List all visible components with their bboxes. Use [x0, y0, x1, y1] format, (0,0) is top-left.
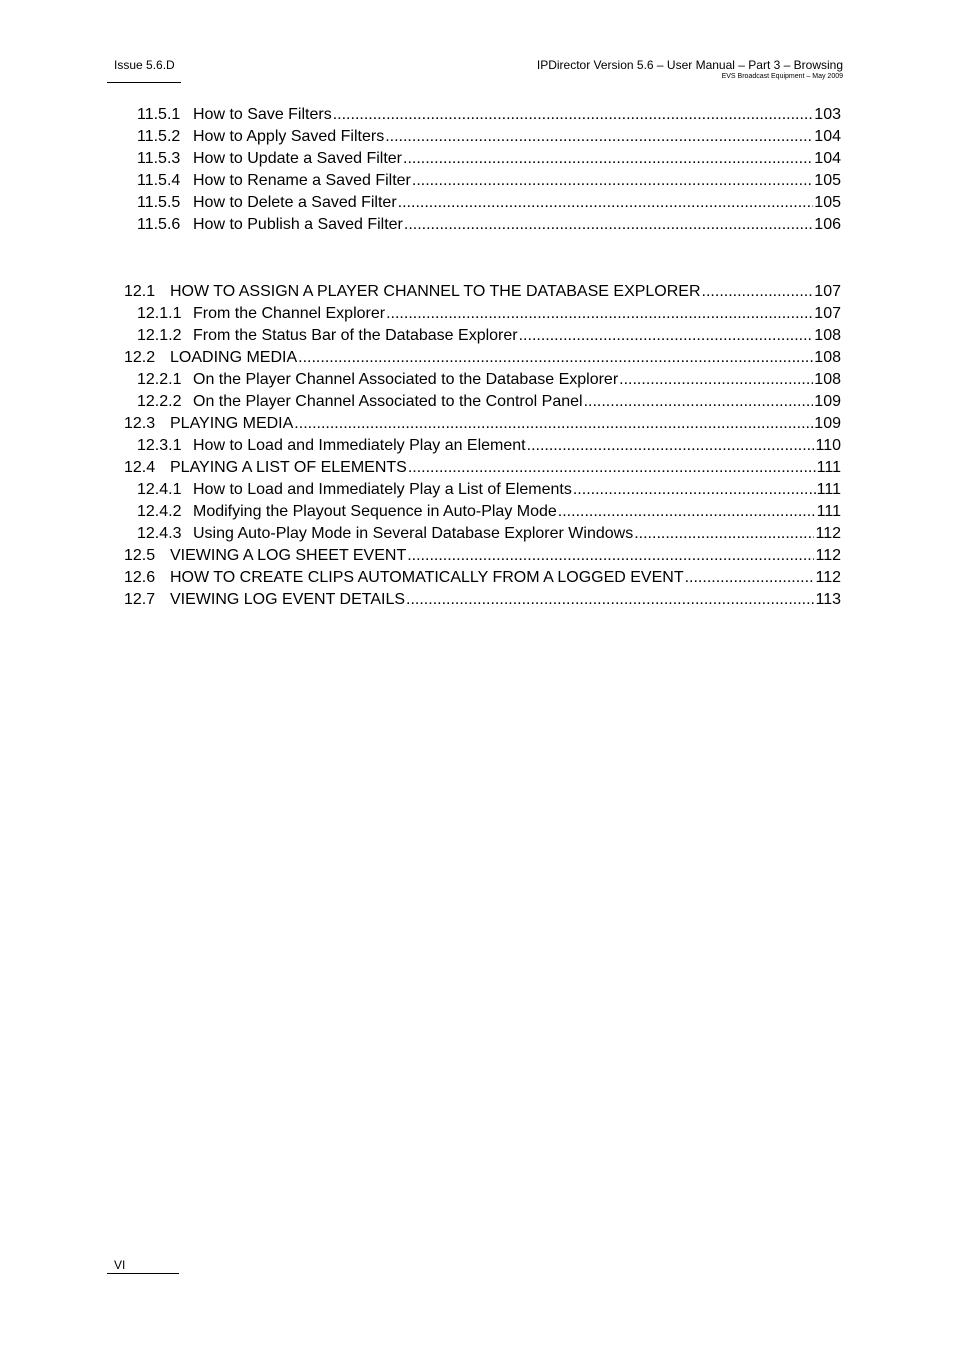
- toc-entry-number: 12.1.2: [137, 327, 182, 344]
- toc-entry-title: From the Channel Explorer: [193, 305, 386, 322]
- toc-entry-title: On the Player Channel Associated to the Control Panel: [193, 393, 583, 410]
- toc-leader-dots: [403, 148, 813, 170]
- toc-entry-number: 12.1: [124, 283, 156, 300]
- toc-entry-page: 113: [815, 591, 841, 608]
- toc-entry-page: 105: [814, 194, 841, 211]
- toc-entry-title: VIEWING A LOG SHEET EVENT: [170, 547, 407, 564]
- toc-entry-page: 107: [814, 305, 841, 322]
- toc-entry[interactable]: [124, 545, 841, 567]
- toc-entry-title: How to Rename a Saved Filter: [193, 172, 411, 189]
- toc-entry[interactable]: [124, 479, 841, 501]
- toc-leader-dots: [519, 325, 814, 347]
- toc-entry-title: Modifying the Playout Sequence in Auto-Play Mode: [193, 503, 557, 520]
- toc-entry[interactable]: [124, 523, 841, 545]
- toc-entry-number: 11.5.4: [137, 172, 181, 189]
- toc-entry[interactable]: [124, 148, 841, 170]
- toc-entry[interactable]: [124, 567, 841, 589]
- footer-rule: [107, 1273, 179, 1274]
- toc-section-12: [124, 281, 841, 611]
- toc-entry-page: 105: [814, 172, 841, 189]
- issue-label: Issue 5.6.D: [114, 58, 175, 72]
- toc-leader-dots: [333, 104, 814, 126]
- header-rule: [107, 82, 181, 83]
- toc-leader-dots: [404, 214, 813, 236]
- toc-entry-number: 12.2: [124, 349, 156, 366]
- toc-entry[interactable]: [124, 391, 841, 413]
- toc-entry-page: 104: [814, 150, 841, 167]
- toc-leader-dots: [385, 126, 813, 148]
- toc-leader-dots: [398, 192, 814, 214]
- toc-entry-title: HOW TO CREATE CLIPS AUTOMATICALLY FROM A LOGGED EVENT: [170, 569, 684, 586]
- toc-entry-number: 11.5.1: [137, 106, 181, 123]
- toc-leader-dots: [408, 457, 816, 479]
- toc-entry[interactable]: [124, 303, 841, 325]
- toc-leader-dots: [634, 523, 814, 545]
- toc-entry-page: 112: [815, 547, 841, 564]
- toc-entry-page: 106: [814, 216, 841, 233]
- document-title-block: [537, 58, 843, 82]
- toc-entry[interactable]: [124, 104, 841, 126]
- toc-entry-title: How to Publish a Saved Filter: [193, 216, 403, 233]
- toc-entry-page: 107: [814, 283, 841, 300]
- toc-entry-number: 12.4.2: [137, 503, 182, 520]
- toc-entry-title: How to Delete a Saved Filter: [193, 194, 397, 211]
- toc-entry-title: How to Update a Saved Filter: [193, 150, 402, 167]
- toc-entry-page: 108: [814, 349, 841, 366]
- toc-entry-title: PLAYING MEDIA: [170, 415, 294, 432]
- toc-entry-title: How to Load and Immediately Play an Element: [193, 437, 526, 454]
- toc-entry[interactable]: [124, 413, 841, 435]
- toc-entry[interactable]: [124, 214, 841, 236]
- toc-entry-number: 11.5.3: [137, 150, 181, 167]
- page-number: VI: [114, 1258, 126, 1272]
- toc-entry-page: 111: [816, 503, 841, 520]
- toc-entry[interactable]: [124, 170, 841, 192]
- toc-entry-title: VIEWING LOG EVENT DETAILS: [170, 591, 406, 608]
- toc-entry-number: 12.4: [124, 459, 156, 476]
- toc-entry-page: 103: [814, 106, 841, 123]
- toc-entry-number: 12.2.2: [137, 393, 182, 410]
- toc-entry-number: 12.2.1: [137, 371, 182, 388]
- toc-leader-dots: [584, 391, 814, 413]
- toc-leader-dots: [558, 501, 816, 523]
- toc-leader-dots: [573, 479, 816, 501]
- toc-entry-number: 11.5.6: [137, 216, 181, 233]
- toc-entry[interactable]: [124, 457, 841, 479]
- toc-entry-page: 108: [814, 371, 841, 388]
- toc-entry-number: 12.4.1: [137, 481, 182, 498]
- toc-entry[interactable]: [124, 435, 841, 457]
- toc-leader-dots: [412, 170, 813, 192]
- toc-entry[interactable]: [124, 281, 841, 303]
- toc-leader-dots: [685, 567, 815, 589]
- toc-entry-title: How to Load and Immediately Play a List of Elements: [193, 481, 572, 498]
- toc-leader-dots: [527, 435, 815, 457]
- toc-entry[interactable]: [124, 126, 841, 148]
- toc-entry-title: HOW TO ASSIGN A PLAYER CHANNEL TO THE DATABASE EXPLORER: [170, 283, 701, 300]
- toc-entry-number: 12.1.1: [137, 305, 182, 322]
- toc-entry-title: LOADING MEDIA: [170, 349, 298, 366]
- toc-entry-page: 109: [814, 415, 841, 432]
- toc-leader-dots: [702, 281, 814, 303]
- document-subtitle: EVS Broadcast Equipment – May 2009: [721, 73, 843, 80]
- toc-entry-page: 108: [814, 327, 841, 344]
- toc-entry-number: 12.4.3: [137, 525, 182, 542]
- toc-entry-number: 12.3.1: [137, 437, 182, 454]
- toc-entry-number: 12.3: [124, 415, 156, 432]
- toc-entry-number: 11.5.2: [137, 128, 181, 145]
- toc-leader-dots: [406, 589, 814, 611]
- toc-entry-number: 11.5.5: [137, 194, 181, 211]
- toc-entry[interactable]: [124, 369, 841, 391]
- toc-entry-number: 12.7: [124, 591, 156, 608]
- toc-entry[interactable]: [124, 347, 841, 369]
- toc-entry-page: 104: [814, 128, 841, 145]
- toc-entry-page: 111: [816, 459, 841, 476]
- toc-entry-page: 110: [815, 437, 841, 454]
- toc-entry-page: 109: [814, 393, 841, 410]
- toc-leader-dots: [386, 303, 813, 325]
- toc-leader-dots: [619, 369, 813, 391]
- toc-leader-dots: [298, 347, 813, 369]
- toc-entry-page: 112: [815, 525, 841, 542]
- toc-entry[interactable]: [124, 325, 841, 347]
- toc-entry-number: 12.6: [124, 569, 156, 586]
- toc-section-11: [124, 104, 841, 236]
- toc-entry[interactable]: [124, 192, 841, 214]
- toc-entry-page: 111: [816, 481, 841, 498]
- toc-entry-title: Using Auto-Play Mode in Several Database Explorer Windows: [193, 525, 634, 542]
- toc-entry-title: On the Player Channel Associated to the Database Explorer: [193, 371, 619, 388]
- toc-entry-title: How to Apply Saved Filters: [193, 128, 385, 145]
- toc-entry[interactable]: [124, 589, 841, 611]
- document-title: IPDirector Version 5.6 – User Manual – Part 3 – Browsing: [536, 58, 843, 72]
- toc-entry-title: PLAYING A LIST OF ELEMENTS: [170, 459, 407, 476]
- toc-entry-page: 112: [815, 569, 841, 586]
- toc-entry-number: 12.5: [124, 547, 156, 564]
- toc-leader-dots: [407, 545, 814, 567]
- toc-entry-title: How to Save Filters: [193, 106, 332, 123]
- toc-leader-dots: [294, 413, 813, 435]
- toc-entry[interactable]: [124, 501, 841, 523]
- toc-entry-title: From the Status Bar of the Database Explorer: [193, 327, 518, 344]
